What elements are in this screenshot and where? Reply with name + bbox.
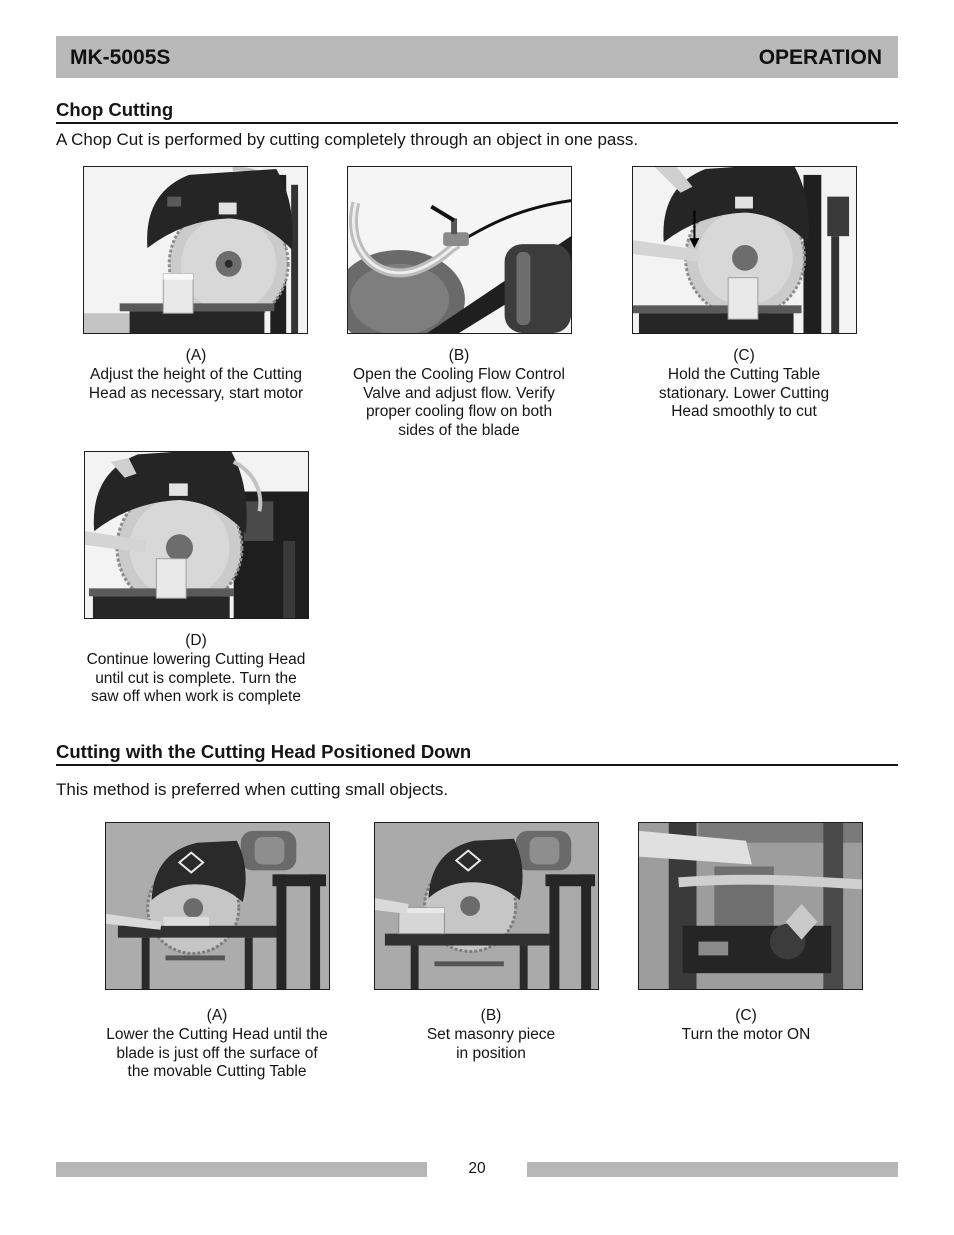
saw-motor [241, 831, 297, 871]
caption-line: blade is just off the surface of [116, 1044, 318, 1062]
caption-head-down-b [371, 1007, 611, 1063]
caption-head-down-a [97, 1007, 337, 1082]
cutting-table [633, 305, 801, 333]
caption-line: Head smoothly to cut [671, 403, 817, 421]
photo-chop-cut-c-image [633, 167, 856, 333]
section-intro: This method is preferred when cutting small objects. [56, 780, 449, 799]
caption-line: stationary. Lower Cutting [658, 384, 830, 402]
motor-label [698, 942, 728, 956]
caption-letter: (B) [448, 347, 470, 364]
caption-line: Valve and adjust flow. Verify [363, 384, 555, 402]
section-intro: A Chop Cut is performed by cutting completely through an object in one pass. [56, 130, 639, 149]
photo-head-down-c-image [639, 823, 862, 989]
photo-head-down-a [105, 822, 330, 990]
photo-chop-cut-a-image [84, 167, 307, 333]
photo-chop-cut-d [84, 451, 309, 619]
footer-bar-right [527, 1162, 898, 1177]
caption-line: Adjust the height of the Cutting [90, 365, 302, 383]
caption-letter: (B) [480, 1007, 502, 1024]
caption-line: Open the Cooling Flow Control [353, 365, 565, 383]
caption-letter: (C) [735, 1007, 757, 1024]
caption-chop-cut-b [339, 347, 579, 441]
masonry-block [163, 274, 193, 314]
caption-line: Lower the Cutting Head until the [106, 1025, 328, 1043]
caption-line: Set masonry piece [426, 1025, 556, 1043]
caption-chop-cut-d [76, 632, 316, 707]
caption-letter: (A) [206, 1007, 228, 1024]
model-name: MK-5005S [70, 46, 171, 69]
caption-line: in position [456, 1044, 526, 1062]
photo-chop-cut-a [83, 166, 308, 334]
section-rule [56, 764, 898, 766]
caption-line: Hold the Cutting Table [667, 365, 821, 383]
caption-letter: (C) [733, 347, 755, 364]
caption-line: proper cooling flow on both [365, 403, 553, 421]
photo-chop-cut-d-image [85, 452, 308, 618]
caption-line: Turn the motor ON [681, 1025, 811, 1043]
section-heading-head-positioned-down: Cutting with the Cutting Head Positioned Down [56, 741, 472, 762]
cooling-hose [679, 880, 862, 885]
photo-head-down-b [374, 822, 599, 990]
caption-letter: (A) [185, 347, 207, 364]
masonry-block [728, 278, 758, 320]
saw-motor [516, 831, 572, 871]
section-heading-chop-cutting: Chop Cutting [56, 99, 174, 120]
masonry-block [156, 559, 186, 599]
section-rule [56, 122, 898, 124]
header-bar [56, 36, 898, 78]
caption-chop-cut-c [624, 347, 864, 422]
cutting-table [120, 303, 275, 333]
caption-line: the movable Cutting Table [127, 1063, 307, 1081]
photo-head-down-c [638, 822, 863, 990]
photo-chop-cut-c [632, 166, 857, 334]
caption-letter: (D) [185, 632, 207, 649]
caption-line: until cut is complete. Turn the [95, 669, 297, 687]
photo-chop-cut-b [347, 166, 572, 334]
motor-housing [505, 244, 571, 333]
caption-line: Head as necessary, start motor [88, 384, 304, 402]
caption-line: Continue lowering Cutting Head [86, 650, 306, 668]
section-name: OPERATION [758, 46, 882, 69]
photo-head-down-b-image [375, 823, 598, 989]
caption-line: saw off when work is complete [91, 688, 301, 706]
caption-line: sides of the blade [398, 422, 520, 440]
footer-bar-left [56, 1162, 427, 1177]
photo-head-down-a-image [106, 823, 329, 989]
page-number: 20 [468, 1160, 486, 1177]
caption-head-down-c [626, 1007, 866, 1045]
caption-chop-cut-a [76, 347, 316, 403]
photo-chop-cut-b-image [348, 167, 571, 333]
